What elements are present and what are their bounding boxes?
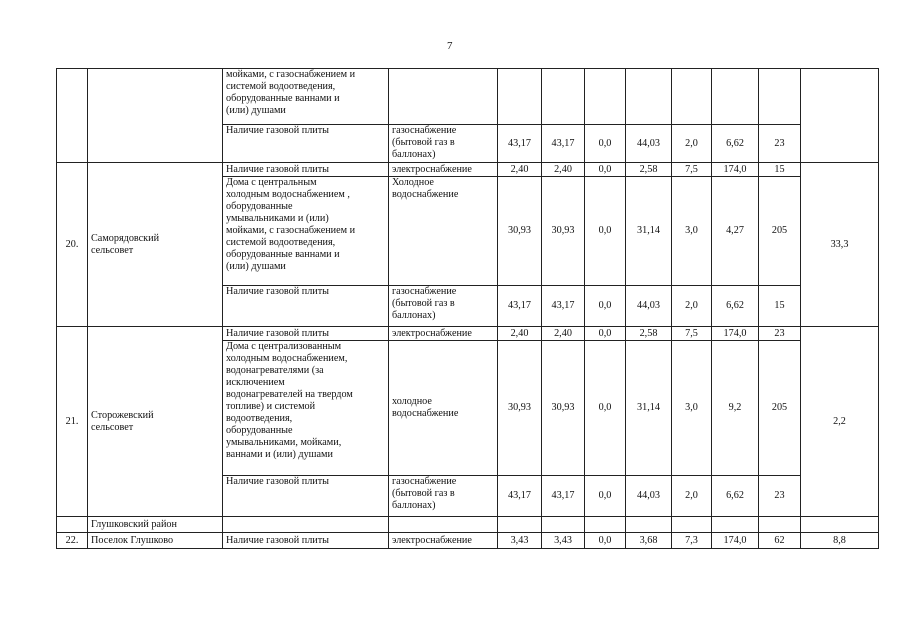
value-cell: 2,40 xyxy=(498,327,542,341)
page-number: 7 xyxy=(447,40,453,52)
table-row xyxy=(57,533,879,549)
value-cell: 2,58 xyxy=(626,327,672,341)
value-cell: 23 xyxy=(759,125,801,163)
value-cell: 174,0 xyxy=(712,163,759,177)
value-cell: 205 xyxy=(759,177,801,286)
category-cell: Наличие газовой плиты xyxy=(223,163,389,177)
value-cell: 30,93 xyxy=(498,177,542,286)
value-cell: 2,58 xyxy=(626,163,672,177)
value-cell: 43,17 xyxy=(498,476,542,517)
value-cell: 0,0 xyxy=(585,177,626,286)
value-cell: 43,17 xyxy=(498,286,542,327)
value-cell: 0,0 xyxy=(585,533,626,549)
table-row xyxy=(57,163,879,177)
value-cell: 43,17 xyxy=(542,125,585,163)
value-cell: 62 xyxy=(759,533,801,549)
municipality-name: Саморядовский сельсовет xyxy=(88,163,223,327)
value-cell: 44,03 xyxy=(626,286,672,327)
value-cell: 30,93 xyxy=(542,341,585,476)
value-cell: 7,5 xyxy=(672,163,712,177)
value-cell: 6,62 xyxy=(712,476,759,517)
value-cell: 30,93 xyxy=(542,177,585,286)
resource-cell: электроснабжение xyxy=(389,163,498,177)
value-cell: 7,5 xyxy=(672,327,712,341)
value-cell: 3,68 xyxy=(626,533,672,549)
value-cell: 174,0 xyxy=(712,533,759,549)
resource-cell: газоснабжение (бытовой газ в баллонах) xyxy=(389,476,498,517)
value-cell: 0,0 xyxy=(585,476,626,517)
value-cell: 30,93 xyxy=(498,341,542,476)
value-cell: 23 xyxy=(759,327,801,341)
value-cell: 44,03 xyxy=(626,476,672,517)
value-cell: 9,2 xyxy=(712,341,759,476)
value-cell: 205 xyxy=(759,341,801,476)
value-cell: 43,17 xyxy=(542,286,585,327)
value-cell: 6,62 xyxy=(712,125,759,163)
value-cell: 31,14 xyxy=(626,341,672,476)
value-cell: 0,0 xyxy=(585,341,626,476)
category-cell: Наличие газовой плиты xyxy=(223,125,389,163)
resource-cell: Холодное водоснабжение xyxy=(389,177,498,286)
municipality-name: Сторожевский сельсовет xyxy=(88,327,223,517)
resource-cell: холодное водоснабжение xyxy=(389,341,498,476)
value-cell: 2,0 xyxy=(672,125,712,163)
value-cell: 0,0 xyxy=(585,327,626,341)
category-cell: Дома с центральным холодным водоснабжением , оборудованные умывальниками и (или) мойками, с газоснабжением и системой водоотведения, оборудованные ваннами и (или) душами xyxy=(223,177,389,286)
category-cell: Наличие газовой плиты xyxy=(223,286,389,327)
total-cell: 8,8 xyxy=(801,533,879,549)
value-cell: 3,43 xyxy=(542,533,585,549)
value-cell: 31,14 xyxy=(626,177,672,286)
category-cell: Наличие газовой плиты xyxy=(223,476,389,517)
value-cell: 2,40 xyxy=(542,163,585,177)
value-cell: 0,0 xyxy=(585,125,626,163)
value-cell: 23 xyxy=(759,476,801,517)
value-cell: 7,3 xyxy=(672,533,712,549)
value-cell: 0,0 xyxy=(585,286,626,327)
total-cell: 33,3 xyxy=(801,163,879,327)
value-cell: 2,0 xyxy=(672,476,712,517)
tariff-table xyxy=(56,68,879,549)
value-cell: 15 xyxy=(759,286,801,327)
resource-cell: газоснабжение (бытовой газ в баллонах) xyxy=(389,125,498,163)
municipality-name: Поселок Глушково xyxy=(88,533,223,549)
value-cell: 2,40 xyxy=(542,327,585,341)
row-number: 20. xyxy=(57,163,88,327)
table-row xyxy=(57,69,879,125)
value-cell: 0,0 xyxy=(585,163,626,177)
value-cell: 3,43 xyxy=(498,533,542,549)
resource-cell: газоснабжение (бытовой газ в баллонах) xyxy=(389,286,498,327)
resource-cell: электроснабжение xyxy=(389,327,498,341)
value-cell: 44,03 xyxy=(626,125,672,163)
table-row xyxy=(57,517,879,533)
resource-cell: электроснабжение xyxy=(389,533,498,549)
value-cell: 6,62 xyxy=(712,286,759,327)
value-cell: 43,17 xyxy=(498,125,542,163)
value-cell: 3,0 xyxy=(672,177,712,286)
category-cell: Наличие газовой плиты xyxy=(223,327,389,341)
row-number: 22. xyxy=(57,533,88,549)
category-cell: Наличие газовой плиты xyxy=(223,533,389,549)
table-row xyxy=(57,327,879,341)
district-name: Глушковский район xyxy=(88,517,223,533)
value-cell: 15 xyxy=(759,163,801,177)
total-cell: 2,2 xyxy=(801,327,879,517)
value-cell: 4,27 xyxy=(712,177,759,286)
value-cell: 43,17 xyxy=(542,476,585,517)
category-cell: Дома с централизованным холодным водоснабжением, водонагревателями (за исключением водонагревателей на твердом топливе) и системой водоотведения, оборудованные умывальниками, мойками, ваннами и (или) душами xyxy=(223,341,389,476)
value-cell: 2,40 xyxy=(498,163,542,177)
value-cell: 2,0 xyxy=(672,286,712,327)
category-cell: мойками, с газоснабжением и системой водоотведения, оборудованные ваннами и (или) душами xyxy=(223,69,389,125)
row-number: 21. xyxy=(57,327,88,517)
value-cell: 3,0 xyxy=(672,341,712,476)
value-cell: 174,0 xyxy=(712,327,759,341)
